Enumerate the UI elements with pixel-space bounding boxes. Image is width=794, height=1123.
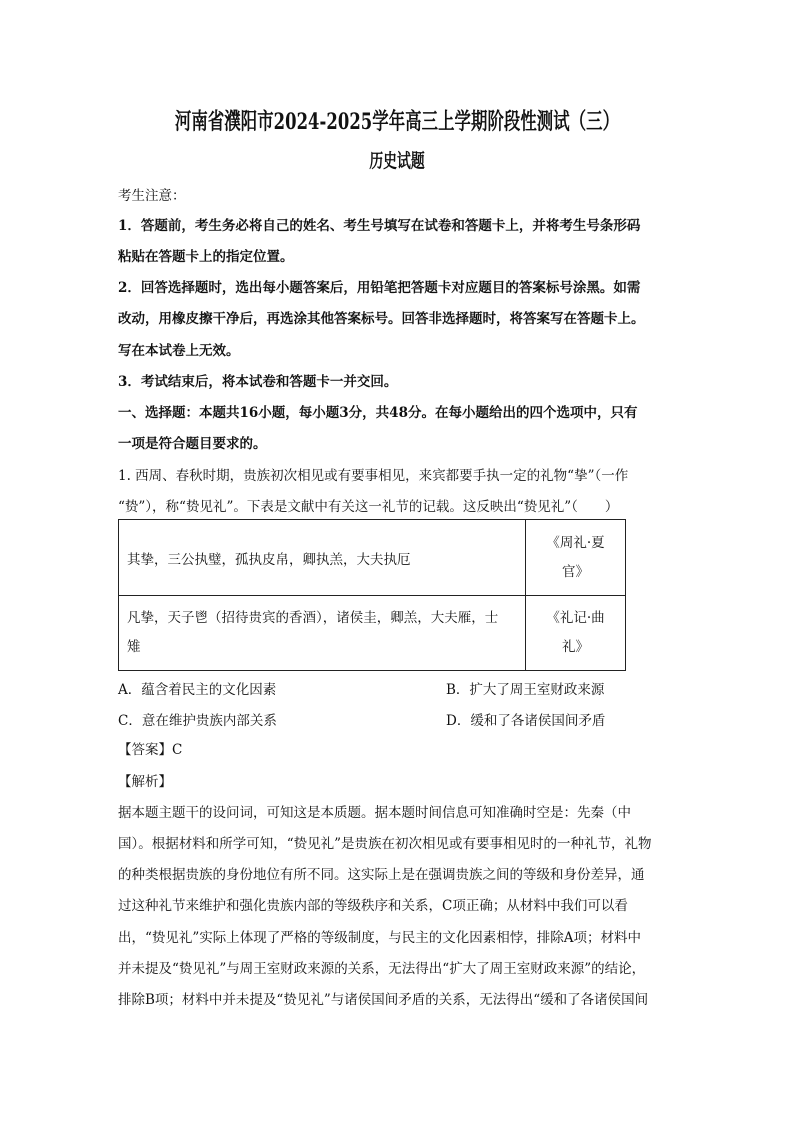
notice-item-3: 3．考试结束后，将本试卷和答题卡一并交回。 — [118, 374, 398, 390]
notice-heading: 考生注意： — [118, 188, 186, 204]
analysis-heading: 【解析】 — [118, 774, 172, 790]
row-1-source-line-1: 《周礼·夏 — [546, 534, 605, 551]
exam-subtitle: 历史试题 — [369, 150, 425, 172]
analysis-line-4: 过这种礼节来维护和强化贵族内部的等级秩序和关系，C项正确；从材料中我们可以看 — [118, 898, 628, 914]
table-cell-source — [526, 596, 626, 671]
table-cell-text — [119, 596, 526, 671]
row-2-source-line-2: 礼》 — [562, 639, 589, 655]
analysis-line-7: 排除B项；材料中并未提及“贽见礼”与诸侯国间矛盾的关系，无法得出“缓和了各诸侯国间 — [118, 992, 649, 1008]
analysis-line-5: 出，“贽见礼”实际上体现了严格的等级制度，与民主的文化因素相悖，排除A项；材料中 — [118, 930, 642, 946]
row-1-text: 其挚，三公执璧，孤执皮帛，卿执羔，大夫执厄 — [127, 551, 411, 568]
option-b: B．扩大了周王室财政来源 — [446, 682, 605, 698]
analysis-line-2: 国）。根据材料和所学可知，“贽见礼”是贵族在初次相见或有要事相见时的一种礼节，礼物 — [118, 836, 652, 852]
table-cell-text — [119, 520, 526, 596]
section-heading-line-1: 一、选择题：本题共16小题，每小题3分，共48分。在每小题给出的四个选项中，只有 — [118, 405, 638, 421]
option-c: C．意在维护贵族内部关系 — [118, 713, 277, 729]
notice-item-2-line-2: 改动，用橡皮擦干净后，再选涂其他答案标号。回答非选择题时，将答案写在答题卡上。 — [118, 311, 645, 327]
table-cell-source — [526, 520, 626, 596]
row-2-source-line-1: 《礼记·曲 — [546, 610, 605, 626]
analysis-line-3: 的种类根据贵族的身份地位有所不同。这实际上是在强调贵族之间的等级和身份差异，通 — [118, 867, 645, 883]
table-row — [119, 520, 626, 596]
exam-title: 河南省濮阳市2024-2025学年高三上学期阶段性测试（三） — [174, 109, 620, 135]
option-d: D．缓和了各诸侯国间矛盾 — [446, 713, 606, 729]
table-row — [119, 596, 626, 671]
question-1-stem-line-1: 1. 西周、春秋时期，贵族初次相见或有要事相见，来宾都要手执一定的礼物“挚”（一作 — [118, 468, 629, 484]
section-heading-line-2: 一项是符合题目要求的。 — [118, 436, 267, 452]
notice-item-2-line-1: 2．回答选择题时，选出每小题答案后，用铅笔把答题卡对应题目的答案标号涂黑。如需 — [118, 280, 641, 296]
analysis-line-1: 据本题主题干的设问词，可知这是本质题。据本题时间信息可知准确时空是：先秦（中 — [118, 805, 631, 821]
notice-item-1-line-2: 粘贴在答题卡上的指定位置。 — [118, 249, 294, 265]
row-2-text-line-2: 雉 — [127, 639, 141, 655]
answer: 【答案】C — [118, 742, 183, 758]
option-a: A．蕴含着民主的文化因素 — [118, 682, 277, 698]
row-2-text-line-1: 凡挚，天子鬯（招待贵宾的香酒），诸侯圭，卿羔，大夫雁，士 — [127, 610, 499, 626]
notice-item-1-line-1: 1．答题前，考生务必将自己的姓名、考生号填写在试卷和答题卡上，并将考生号条形码 — [118, 218, 641, 234]
row-1-source-line-2: 官》 — [562, 563, 589, 580]
analysis-line-6: 并未提及“贽见礼”与周王室财政来源的关系，无法得出“扩大了周王室财政来源”的结论， — [118, 961, 646, 977]
question-1-table — [118, 519, 626, 671]
question-1-stem-line-2: “贽”），称“贽见礼”。下表是文献中有关这一礼节的记载。这反映出“贽见礼”（ ） — [118, 499, 619, 515]
notice-item-2-line-3: 写在本试卷上无效。 — [118, 343, 240, 359]
